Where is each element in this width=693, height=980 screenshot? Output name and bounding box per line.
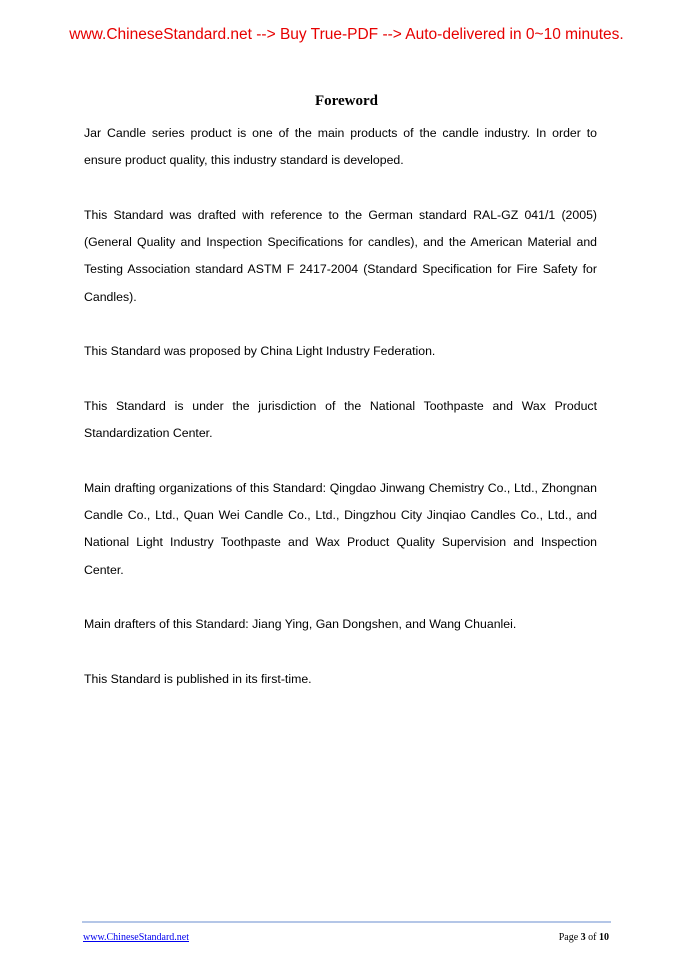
page-number (559, 932, 609, 943)
paragraph-jurisdiction: This Standard is under the jurisdiction of the National Toothpaste and Wax Product Standardization Center. (84, 398, 597, 441)
promo-banner[interactable]: www.ChineseStandard.net --> Buy True-PDF --> Auto-delivered in 0~10 minutes. (69, 26, 624, 43)
document-body (84, 120, 597, 721)
paragraph-drafters: Main drafters of this Standard: Jiang Ying, Gan Dongshen, and Wang Chuanlei. (84, 617, 517, 632)
paragraph-drafting-organizations: Main drafting organizations of this Standard: Qingdao Jinwang Chemistry Co., Ltd., Zhongnan Candle Co., Ltd., Quan Wei Candle Co., Ltd., Dingzhou City Jinqiao Candles Co., Ltd., and National Light Industry Toothpaste and Wax Product Quality Supervision and Inspection Center. (84, 480, 597, 577)
paragraph-references: This Standard was drafted with reference to the German standard RAL-GZ 041/1 (2005) (General Quality and Inspection Specifications for candles), and the American Material and Testing Association standard ASTM F 2417-2004 (Standard Specification for Fire Safety for Candles). (84, 207, 597, 304)
paragraph-intro: Jar Candle series product is one of the main products of the candle industry. In order to ensure product quality, this industry standard is developed. (84, 126, 597, 168)
paragraph-proposed-by: This Standard was proposed by China Light Industry Federation. (84, 344, 436, 359)
page-title: Foreword (314, 93, 379, 109)
footer-divider (82, 921, 611, 923)
paragraph-publication: This Standard is published in its first-time. (84, 671, 312, 686)
page-current: 3 (580, 932, 586, 943)
footer-site-link[interactable]: www.ChineseStandard.net (83, 932, 189, 943)
page-label: Page (558, 932, 579, 943)
page-of: of (588, 932, 597, 943)
page-total: 10 (599, 932, 609, 943)
